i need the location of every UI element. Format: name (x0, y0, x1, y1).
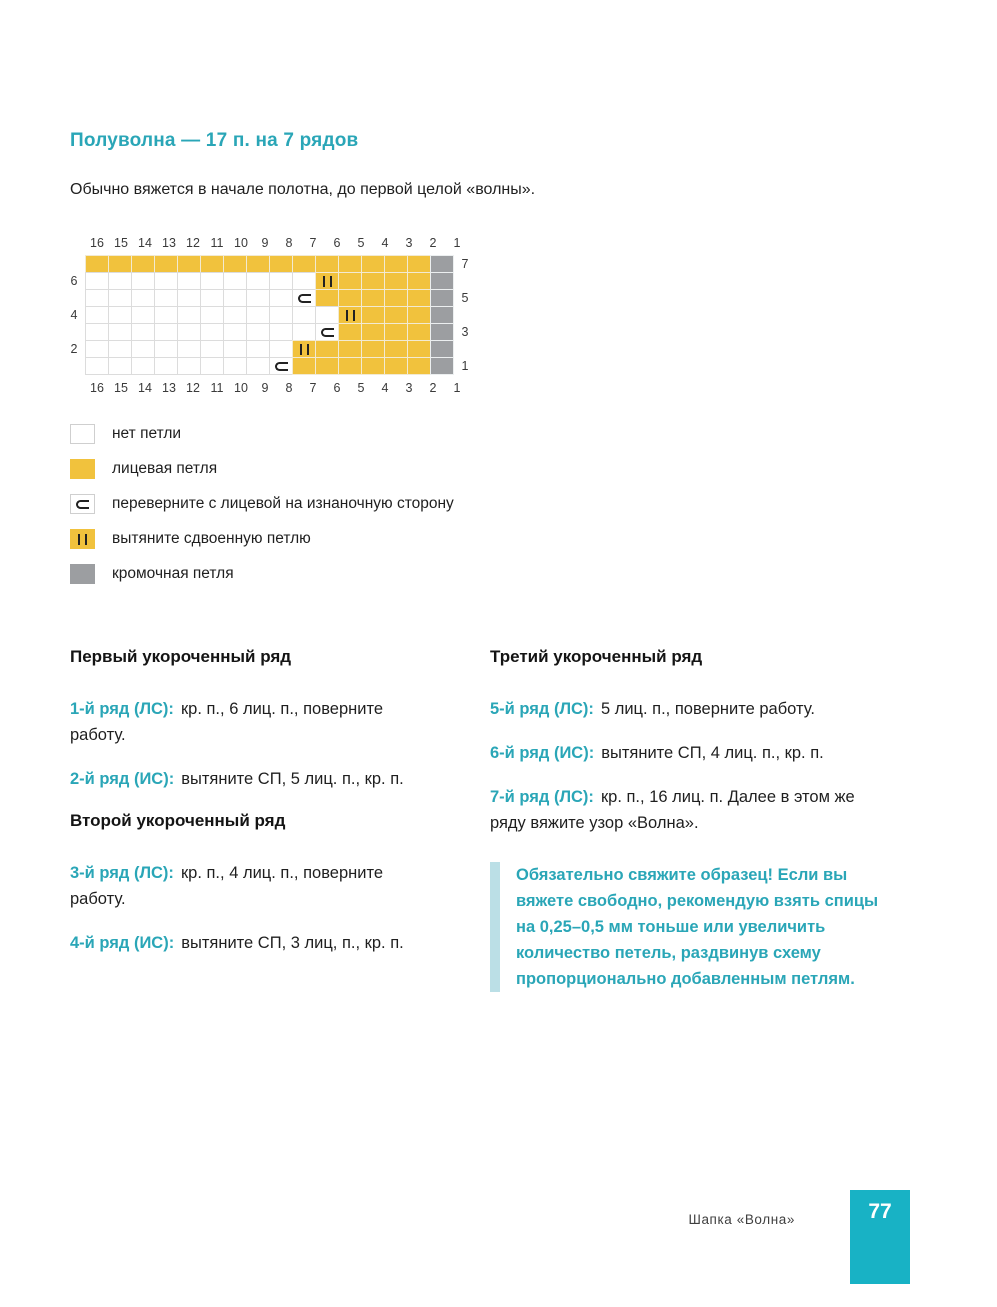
row-instruction-label: 7-й ряд (ЛС): (490, 788, 594, 806)
chart-row-label-left (63, 357, 85, 375)
chart-column-number: 8 (285, 236, 293, 250)
chart-column-number: 10 (234, 381, 248, 395)
chart-cell-empty (154, 323, 178, 341)
chart-row-label-left: 6 (70, 274, 78, 288)
chart-cell-knit (108, 255, 132, 273)
intro-text: Обычно вяжется в начале полотна, до первой целой «волны». (70, 181, 536, 198)
legend-label: нет петли (112, 425, 182, 442)
chart-cell-empty (200, 357, 224, 375)
turn-symbol-icon (298, 294, 311, 303)
chart-row (63, 340, 491, 358)
chart-cell-empty (154, 357, 178, 375)
chart-row (63, 323, 491, 341)
row-instruction-label: 1-й ряд (ЛС): (70, 700, 174, 718)
double-stitch-icon (323, 276, 332, 287)
chart-column-number: 5 (357, 381, 365, 395)
chart-column-number: 6 (333, 381, 341, 395)
chart-cell-empty (223, 272, 247, 290)
chart-cell-empty (131, 272, 155, 290)
row-instruction (70, 696, 442, 748)
chart-column-number: 13 (162, 381, 176, 395)
chart-column-number: 12 (186, 381, 200, 395)
chart-cell-knit (292, 255, 316, 273)
chart-cell-empty (154, 306, 178, 324)
chart-cell-knit (292, 357, 316, 375)
chart-cell-knit (407, 255, 431, 273)
chart-cell-knit (269, 255, 293, 273)
chart-cell-knit (361, 340, 385, 358)
page-number-badge (850, 1190, 910, 1284)
chart-cell-knit (407, 272, 431, 290)
chart-cell-knit (338, 255, 362, 273)
turn-symbol-icon (321, 328, 334, 337)
chart-cell-knit (407, 340, 431, 358)
turn-symbol-icon (275, 362, 288, 371)
chart-cell-knit (338, 357, 362, 375)
legend-item (70, 459, 454, 479)
chart-cell-empty (246, 306, 270, 324)
chart-cell-empty (108, 272, 132, 290)
chart-column-number: 4 (381, 381, 389, 395)
legend-item (70, 494, 454, 514)
chart-cell-knit (85, 255, 109, 273)
chart-cell-empty (154, 340, 178, 358)
chart-cell-knit (384, 289, 408, 307)
chart-cell-empty (85, 357, 109, 375)
chart-cell-knit (407, 289, 431, 307)
row-instruction-text: 5 лиц. п., поверните работу. (600, 700, 815, 718)
chart-cell-double (315, 272, 339, 290)
chart-column-number: 5 (357, 236, 365, 250)
chart-column-number: 9 (261, 381, 269, 395)
chart-cell-empty (177, 357, 201, 375)
chart-row-label-right: 1 (461, 359, 469, 373)
chart-row-label-right (454, 272, 476, 290)
chart-column-number: 13 (162, 236, 176, 250)
chart-row (63, 306, 491, 324)
chart-column-number: 12 (186, 236, 200, 250)
legend-label: вытяните сдвоенную петлю (112, 530, 311, 547)
double-stitch-icon (346, 310, 355, 321)
chart-cell-knit (361, 272, 385, 290)
chart-column-number: 1 (453, 381, 461, 395)
chart-row-label-left: 2 (70, 342, 78, 356)
chart-cell-knit (338, 323, 362, 341)
chart-cell-knit (223, 255, 247, 273)
section-heading: Второй укороченный ряд (70, 811, 286, 830)
chart-cell-empty (246, 340, 270, 358)
row-instruction-text: кр. п., 6 лиц. п., поверните работу. (70, 700, 384, 744)
advice-callout (490, 862, 896, 992)
chart-cell-empty (85, 289, 109, 307)
callout-accent-bar (490, 862, 500, 992)
chart-row-label-left (63, 255, 85, 273)
chart-column-number: 4 (381, 236, 389, 250)
legend-label: кромочная петля (112, 565, 234, 582)
chart-cell-empty (200, 289, 224, 307)
row-instruction-text: кр. п., 4 лиц. п., поверните работу. (70, 864, 384, 908)
chart-row (63, 357, 491, 375)
chart-spacer (63, 236, 85, 250)
section-heading: Третий укороченный ряд (490, 647, 703, 666)
chart-cell-edge (430, 272, 454, 290)
chart-row-label-left: 4 (70, 308, 78, 322)
instructions-column-left (70, 646, 442, 974)
chart-cell-knit (315, 340, 339, 358)
chart-cell-empty (154, 289, 178, 307)
chart-column-number: 10 (234, 236, 248, 250)
row-instruction-text: вытяните СП, 3 лиц, п., кр. п. (181, 934, 404, 952)
legend-item (70, 564, 454, 584)
chart-cell-turn (292, 289, 316, 307)
chart-cell-knit (361, 289, 385, 307)
chart-column-number: 7 (309, 236, 317, 250)
callout-text: Обязательно свяжите образец! Если вы вяжете свободно, рекомендую взять спицы на 0,25–0,5 мм тоньше или увеличить количество петель, раздвинув схему пропорционально добавленным петлям. (516, 866, 879, 988)
chart-cell-empty (269, 340, 293, 358)
chart-column-number: 11 (210, 236, 224, 250)
chart-row-label-right: 3 (461, 325, 469, 339)
footer-chapter-label: Шапка «Волна» (688, 1212, 795, 1227)
chart-column-number: 15 (114, 236, 128, 250)
chart-cell-knit (338, 340, 362, 358)
chart-cell-edge (430, 340, 454, 358)
chart-row-label-right: 5 (461, 291, 469, 305)
chart-cell-empty (292, 272, 316, 290)
chart-column-number: 11 (210, 381, 224, 395)
chart-cell-empty (269, 306, 293, 324)
row-instruction-label: 5-й ряд (ЛС): (490, 700, 594, 718)
chart-cell-double (338, 306, 362, 324)
chart-spacer (63, 381, 85, 395)
chart-cell-knit (315, 357, 339, 375)
chart-cell-empty (131, 340, 155, 358)
chart-cell-knit (361, 323, 385, 341)
chart-column-number: 9 (261, 236, 269, 250)
chart-cell-knit (315, 255, 339, 273)
chart-cell-knit (361, 357, 385, 375)
row-instruction-label: 3-й ряд (ЛС): (70, 864, 174, 882)
chart-cell-empty (269, 323, 293, 341)
chart-cell-empty (108, 357, 132, 375)
chart-column-number: 8 (285, 381, 293, 395)
chart-column-number: 3 (405, 236, 413, 250)
legend-item (70, 529, 454, 549)
instructions-column-right (490, 646, 894, 854)
chart-row-label-left (63, 323, 85, 341)
chart-cell-knit (177, 255, 201, 273)
chart-cell-knit (338, 272, 362, 290)
chart-cell-empty (85, 272, 109, 290)
chart-cell-empty (85, 340, 109, 358)
chart-cell-empty (200, 323, 224, 341)
chart-cell-empty (246, 272, 270, 290)
chart-cell-empty (131, 323, 155, 341)
knitting-chart (63, 236, 491, 395)
chart-cell-empty (200, 272, 224, 290)
chart-cell-edge (430, 306, 454, 324)
chart-cell-empty (177, 289, 201, 307)
chart-cell-empty (108, 323, 132, 341)
chart-cell-empty (85, 306, 109, 324)
page-title: Полуволна — 17 п. на 7 рядов (70, 130, 359, 151)
chart-cell-empty (177, 272, 201, 290)
chart-row-label-left (63, 289, 85, 307)
chart-cell-empty (154, 272, 178, 290)
chart-cell-empty (223, 357, 247, 375)
legend-item (70, 424, 454, 444)
chart-cell-turn (269, 357, 293, 375)
chart-row (63, 255, 491, 273)
chart-cell-empty (292, 323, 316, 341)
chart-spacer (469, 236, 491, 250)
chart-row-label-right: 7 (461, 257, 469, 271)
chart-cell-knit (384, 323, 408, 341)
section-heading: Первый укороченный ряд (70, 647, 292, 666)
chart-cell-empty (177, 306, 201, 324)
chart-column-number: 14 (138, 381, 152, 395)
chart-cell-edge (430, 289, 454, 307)
chart-cell-empty (177, 340, 201, 358)
row-instruction-label: 2-й ряд (ИС): (70, 770, 175, 788)
chart-column-number: 14 (138, 236, 152, 250)
chart-cell-empty (246, 289, 270, 307)
chart-column-number: 16 (90, 236, 104, 250)
row-instruction (70, 766, 442, 792)
chart-spacer (469, 381, 491, 395)
legend-swatch-turn (70, 494, 95, 514)
chart-cell-empty (246, 323, 270, 341)
chart-cell-empty (177, 323, 201, 341)
chart-cell-empty (108, 306, 132, 324)
turn-symbol-icon (76, 500, 89, 509)
chart-cell-knit (384, 255, 408, 273)
chart-column-number: 15 (114, 381, 128, 395)
chart-cell-double (292, 340, 316, 358)
row-instruction-text: кр. п., 16 лиц. п. Далее в этом же ряду вяжите узор «Волна». (490, 788, 855, 832)
chart-column-number: 2 (429, 236, 437, 250)
row-instruction (70, 930, 442, 956)
chart-cell-knit (384, 357, 408, 375)
chart-cell-empty (108, 340, 132, 358)
chart-cell-knit (384, 306, 408, 324)
chart-cell-knit (384, 272, 408, 290)
chart-cell-knit (361, 255, 385, 273)
chart-column-number: 3 (405, 381, 413, 395)
row-instruction (490, 740, 894, 766)
chart-cell-knit (154, 255, 178, 273)
page-number: 77 (868, 1200, 892, 1223)
chart-cell-knit (338, 289, 362, 307)
chart-row-label-right (454, 340, 476, 358)
chart-column-numbers-bottom (63, 381, 491, 395)
chart-cell-edge (430, 357, 454, 375)
chart-cell-knit (384, 340, 408, 358)
chart-cell-knit (407, 357, 431, 375)
chart-cell-edge (430, 323, 454, 341)
chart-cell-empty (246, 357, 270, 375)
chart-cell-empty (200, 340, 224, 358)
chart-cell-empty (223, 323, 247, 341)
row-instruction (70, 860, 442, 912)
chart-cell-empty (200, 306, 224, 324)
chart-cell-knit (407, 323, 431, 341)
chart-cell-empty (292, 306, 316, 324)
chart-cell-empty (85, 323, 109, 341)
chart-row (63, 289, 491, 307)
chart-cell-knit (361, 306, 385, 324)
legend-swatch-knit (70, 459, 95, 479)
chart-column-number: 1 (453, 236, 461, 250)
chart-cell-turn (315, 323, 339, 341)
row-instruction-text: вытяните СП, 5 лиц. п., кр. п. (181, 770, 404, 788)
chart-cell-empty (269, 289, 293, 307)
chart-cell-knit (407, 306, 431, 324)
legend-swatch-empty (70, 424, 95, 444)
chart-cell-knit (315, 289, 339, 307)
chart-cell-edge (430, 255, 454, 273)
double-stitch-icon (78, 534, 87, 545)
chart-row (63, 272, 491, 290)
row-instruction-text: вытяните СП, 4 лиц. п., кр. п. (601, 744, 824, 762)
chart-column-number: 6 (333, 236, 341, 250)
legend-label: лицевая петля (112, 460, 218, 477)
row-instruction-label: 4-й ряд (ИС): (70, 934, 175, 952)
legend-swatch-edge (70, 564, 95, 584)
chart-cell-knit (200, 255, 224, 273)
chart-cell-knit (131, 255, 155, 273)
chart-column-number: 2 (429, 381, 437, 395)
chart-cell-empty (223, 289, 247, 307)
chart-cell-knit (246, 255, 270, 273)
chart-cell-empty (108, 289, 132, 307)
chart-cell-empty (131, 306, 155, 324)
chart-column-number: 7 (309, 381, 317, 395)
chart-cell-empty (223, 340, 247, 358)
row-instruction (490, 696, 894, 722)
row-instruction (490, 784, 894, 836)
chart-cell-empty (131, 289, 155, 307)
legend-label: переверните с лицевой на изнаночную сторону (112, 495, 454, 512)
chart-cell-empty (131, 357, 155, 375)
chart-cell-empty (315, 306, 339, 324)
legend-swatch-double (70, 529, 95, 549)
row-instruction-label: 6-й ряд (ИС): (490, 744, 595, 762)
chart-column-number: 16 (90, 381, 104, 395)
chart-cell-empty (269, 272, 293, 290)
chart-legend (70, 424, 454, 599)
double-stitch-icon (300, 344, 309, 355)
chart-column-numbers-top (63, 236, 491, 250)
chart-row-label-right (454, 306, 476, 324)
chart-cell-empty (223, 306, 247, 324)
